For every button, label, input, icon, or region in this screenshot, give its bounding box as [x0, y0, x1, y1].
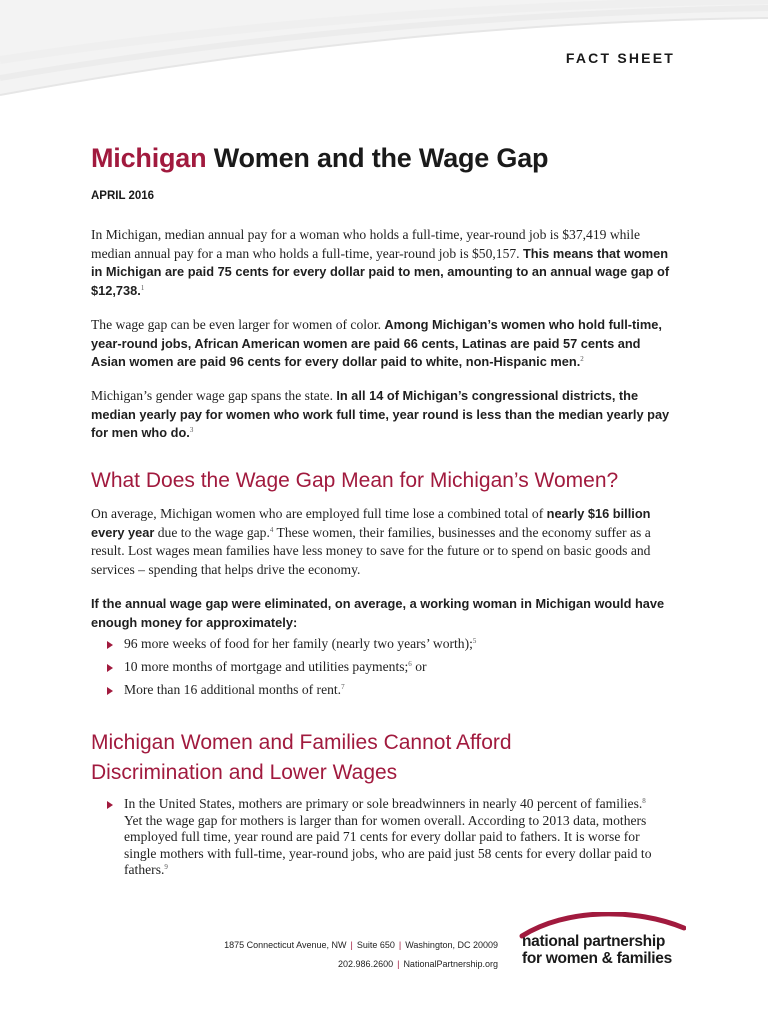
- footnote-4: 4: [269, 525, 274, 534]
- title-state: Michigan: [91, 143, 207, 173]
- organization-logo: [516, 912, 686, 972]
- s2-text2: Yet the wage gap for mothers is larger than for women overall. According to 2013 data, mothers employed full time, year round are paid 71 cents for every dollar paid to fathers. It is worse for single mothers with full-time, year-round jobs, who are paid just 58 cents for every dollar paid to fathers.: [124, 812, 652, 878]
- page-title: [91, 143, 548, 174]
- footer-city: Washington, DC 20009: [405, 940, 498, 950]
- list-item: [107, 636, 476, 652]
- footnote-2: 2: [580, 355, 584, 364]
- bullet-arrow-icon: [107, 801, 113, 809]
- footnote-3: 3: [189, 426, 194, 435]
- footnote-6: 6: [408, 660, 412, 668]
- list-item: [107, 682, 476, 698]
- footnote-8: 8: [642, 797, 646, 805]
- intro-paragraph-1: [91, 226, 671, 301]
- intro-paragraph-3: [91, 387, 671, 443]
- footer-contact-line: [224, 955, 498, 974]
- intro-paragraph-2: [91, 316, 671, 372]
- s1-text2: due to the wage gap.: [154, 524, 270, 540]
- separator: |: [398, 940, 402, 950]
- title-rest: Women and the Wage Gap: [206, 143, 549, 173]
- footer-suite: Suite 650: [356, 940, 395, 950]
- approximate-benefits-list: [107, 636, 476, 698]
- footer-street: 1875 Connecticut Avenue, NW: [224, 940, 347, 950]
- s1-text1: On average, Michigan women who are employed full time lose a combined total of: [91, 506, 547, 521]
- s1-text3: These women, their families, businesses and the economy suffer as a result. Lost wages mean families have less money to save for the future or to spend on basic goods and services – spending that helps drive the economy.: [91, 524, 651, 578]
- fact-sheet-label: FACT SHEET: [565, 50, 675, 66]
- logo-line-1: national partnership: [522, 933, 665, 950]
- logo-line-2: for women & families: [522, 950, 672, 967]
- footnote-5: 5: [472, 637, 477, 645]
- p1-text: In Michigan, median annual pay for a woman who holds a full-time, year-round job is $37,419 while median annual pay for a man who holds a full-time, year-round job is $50,157.: [91, 227, 641, 261]
- p3-bold: In all 14 of Michigan’s congressional districts, the median yearly pay for women who work full time, year round is less than the median yearly pay for men who do.: [91, 388, 670, 441]
- s2-text1: In the United States, mothers are primary or sole breadwinners in nearly 40 percent of families.: [124, 796, 643, 811]
- section-heading-wage-gap-meaning: What Does the Wage Gap Mean for Michigan’s Women?: [91, 469, 619, 492]
- s1-lead-bold: If the annual wage gap were eliminated, on average, a working woman in Michigan would have enough money for approximately:: [91, 596, 665, 630]
- footer-address-line: [224, 936, 498, 955]
- list-item-tail: or: [411, 659, 427, 674]
- footer-contact: [224, 936, 498, 974]
- p3-text: Michigan’s gender wage gap spans the state.: [91, 388, 337, 403]
- list-item: [107, 796, 663, 879]
- publication-date: APRIL 2016: [91, 190, 155, 202]
- section1-paragraph: [91, 505, 671, 580]
- p2-text: The wage gap can be even larger for women of color.: [91, 317, 385, 332]
- heading-line-1: Michigan Women and Families Cannot Afford: [91, 731, 512, 754]
- p2-bold: Among Michigan’s women who hold full-time, year-round jobs, African American women are paid 66 cents, Latinas are paid 57 cents and Asian women are paid 96 cents for every dollar paid to white, non-Hispanic men.: [91, 317, 662, 370]
- list-item-text: More than 16 additional months of rent.: [124, 682, 342, 697]
- s1-bold: nearly $16 billion every year: [91, 506, 651, 540]
- bullet-arrow-icon: [107, 687, 113, 695]
- list-item: [107, 659, 476, 675]
- separator: |: [350, 940, 353, 950]
- heading-line-2: Discrimination and Lower Wages: [91, 761, 398, 784]
- footnote-9: 9: [164, 863, 168, 872]
- footnote-7: 7: [341, 683, 345, 691]
- footer-phone: 202.986.2600: [338, 959, 394, 969]
- separator: |: [397, 959, 400, 969]
- footnote-1: 1: [140, 284, 145, 293]
- footer-website-link[interactable]: NationalPartnership.org: [403, 959, 498, 969]
- bullet-arrow-icon: [107, 664, 113, 672]
- section-heading-families-cannot-afford: [91, 728, 691, 788]
- p1-bold: This means that women in Michigan are paid 75 cents for every dollar paid to men, amounting to an annual wage gap of $12,738.: [91, 245, 670, 299]
- bullet-arrow-icon: [107, 641, 113, 649]
- list-item-text: 10 more months of mortgage and utilities payments;: [124, 659, 409, 674]
- section1-lead: [91, 595, 671, 632]
- list-item-text: 96 more weeks of food for her family (nearly two years’ worth);: [124, 636, 473, 651]
- families-list: [107, 796, 663, 879]
